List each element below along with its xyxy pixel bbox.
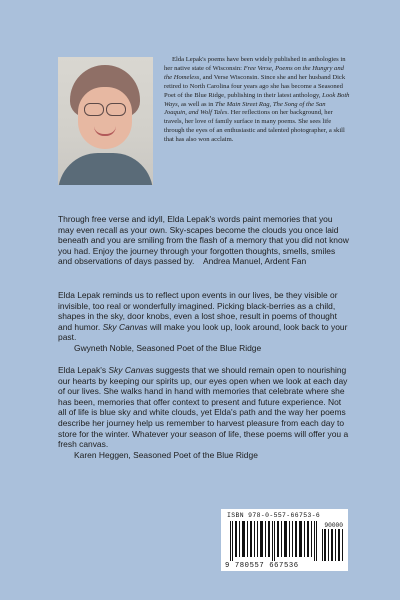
review-2-attribution: Gwyneth Noble, Seasoned Poet of the Blue Ridge	[74, 342, 262, 353]
review-2-text-1: Elda Lepak reminds us to reflect upon events in our lives, be they visible or invisible, too real or wonderfully imagined. Picking black-berries as a child, shapes in the sky, door knobs, even a lost shoe, result in poems of thought and humor.	[58, 290, 338, 332]
review-1-text: Through free verse and idyll, Elda Lepak's words paint memories that you may even recall as your own. Sky-scapes become the clouds you once laid beneath and you are smiling from the flash of a memory that you did not know you had. Enjoy the journey through your forgotten thoughts, smells, smiles and observations of days passed by.	[58, 214, 349, 267]
isbn-barcode	[221, 509, 348, 571]
ean-barcode-bars	[230, 521, 318, 561]
bio-text-1: Elda Lepak's poems have been widely published in anthologies in her native state of Wisconsin:	[164, 56, 346, 72]
ean-addon-bars	[322, 529, 344, 561]
author-photo	[58, 57, 153, 185]
author-photo-glasses-right	[106, 103, 126, 116]
price-code: 90000	[324, 522, 343, 529]
review-1	[58, 214, 350, 267]
barcode-digits: 9 780557 667536	[225, 562, 299, 570]
review-3-book-title: Sky Canvas	[108, 365, 154, 375]
review-3-text-1: Elda Lepak's	[58, 365, 109, 375]
review-2-text-2: will make you look up, look around, look back to your past.	[58, 321, 348, 343]
author-photo-shirt	[58, 153, 153, 185]
bio-text-3: , as well as in	[177, 100, 216, 108]
isbn-label: ISBN 978-0-557-66753-6	[227, 512, 321, 519]
review-3	[58, 365, 350, 460]
review-3-text-2: suggests that we should remain open to nourishing our hearts by keeping our spirits up, our eyes open when we look at each day of our lives. She walks hand in hand with memories that celebrate where she has been, memories that offer context to present and future experience. Not all of life is blue sky and white clouds, yet Elda's path and the way her poems describe her journey help us remember to harvest pleasure from each day to store for the winter. Whatever your season of life, these poems will offer you a fresh canvas.	[58, 365, 349, 450]
review-3-attribution: Karen Heggen, Seasoned Poet of the Blue Ridge	[74, 449, 258, 460]
author-bio	[164, 56, 350, 145]
review-2	[58, 290, 350, 354]
bio-text-2: , and Verse Wisconsin. Since she and her husband Dick retired to North Carolina four years ago she has become a Seasoned Poet of the Blue Ridge, publishing in their latest anthology,	[164, 73, 346, 99]
author-photo-face	[78, 87, 132, 149]
bio-title-1: Free Verse, Poems on the Hungry and the Homeless	[164, 64, 344, 81]
bio-title-3: The Main Street Rag, The Song of the San Joaquin, and Wolf Tales	[164, 100, 326, 117]
author-photo-glasses-left	[84, 103, 104, 116]
bio-text-4: . Her reflections on her background, her travels, her love of family surface in many poems. She sees life through the eyes of an enthusiastic and talented photographer, a skill that has also won acclaim.	[164, 109, 345, 144]
review-1-attribution: Andrea Manuel, Ardent Fan	[203, 256, 307, 267]
review-2-book-title: Sky Canvas	[102, 321, 148, 332]
bio-title-2: Look Both Ways	[164, 91, 350, 108]
